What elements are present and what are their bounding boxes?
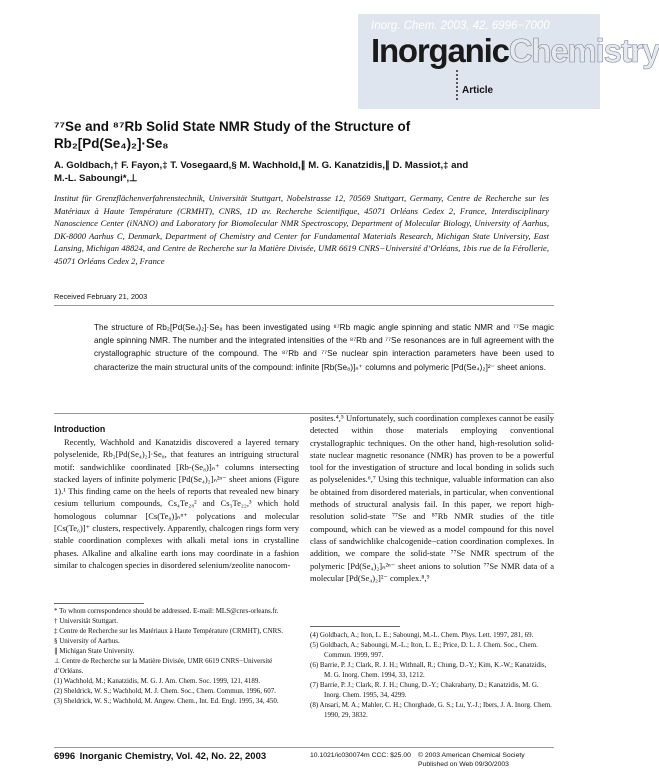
footnote-rule (54, 603, 144, 604)
reference-item: (7) Barrie, P. J.; Clark, R. J. H.; Chung, D.-Y.; Chakrabarty, D.; Kanatzidis, M. G. Inorg. Chem. 1995, 34, 4299. (310, 681, 539, 699)
article-type-label: Article (462, 85, 494, 96)
author-list (54, 159, 534, 185)
doi-info: 10.1021/ic030074m CCC: $25.00 (310, 752, 411, 759)
journal-volume-info: Inorganic Chemistry, Vol. 42, No. 22, 2003 (79, 751, 267, 762)
footnote-correspondence: * To whom correspondence should be addressed. E-mail: MLS@cnrs-orleans.fr. (54, 607, 279, 615)
abstract: The structure of Rb₂[Pd(Se₄)₂]·Se₈ has been investigated using ⁸⁷Rb magic angle spinning and static NMR and ⁷⁷Se magic angle spinning NMR. The number and the integrated intensities of the ⁸⁷Rb and ⁷⁷Se resonances are in full agreement with the crystallographic structure of the compound. The ⁸⁷Rb and ⁷⁷Se nuclear spin interaction parameters have been used to characterize the main structural units of the compound: infinite [Rb(Se₈)]ₙ⁺ columns and polymeric [Pd(Se₄)₂]²⁻ sheet anions. (94, 323, 554, 372)
page-number: 6996 (54, 751, 76, 762)
footnote-affil: ‡ Centre de Recherche sur les Matériaux à Haute Température (CRMHT), CNRS. (54, 627, 283, 635)
dotted-divider (456, 70, 460, 100)
article-title (54, 118, 474, 152)
footnote-affil: ⊥ Centre de Recherche sur la Matière Divisée, UMR 6619 CNRS−Université d’Orléans. (54, 657, 273, 675)
section-heading: Introduction (54, 424, 106, 434)
reference-item: (8) Ansari, M. A.; Mahler, C. H.; Chorghade, G. S.; Lu, Y.-J.; Ibers, J. A. Inorg. Chem. 1990, 29, 3832. (310, 701, 552, 719)
footnote-affil: ∥ Michigan State University. (54, 647, 135, 655)
received-date: Received February 21, 2003 (54, 292, 148, 301)
body-column-left: Recently, Wachhold and Kanatzidis discovered a layered ternary polyselenide, Rb₂[Pd(Se₄)₂]·Se₈, that features an intriguing structural motif: sandwichlike coordinated [Rb-(Se₈)]ₙ⁺ columns intersecting stacked layers of infinite polymeric [Pd(Se₄)₂]ₙ²ⁿ⁻ sheet anions (Figure 1).¹ This finding came on the heels of reports that revealed new binary cesium tellurium compounds, Cs₄Te₂₈² and Cs₃Te₂₂,³ which hold homologous columnar [Cs(Te₈)]ₙⁿ⁺ polycations and molecular [Cs(Te₆)]⁺ clusters, respectively. Apparently, chalcogen rings form very stable coordination complexes with alkali metal ions in crystalline phases. Alkaline and alkaline earth ions may coordinate in a fashion similar to chalcogen species in disordered selenium/zeolite nanocom- (54, 437, 299, 570)
title-line-2: Rb₂[Pd(Se₄)₂]·Se₈ (54, 136, 169, 151)
authors-line-2: M.-L. Saboungi*,⊥ (54, 173, 138, 184)
footer-rule (54, 747, 554, 748)
affiliations: Institut für Grenzflächenverfahrenstechnik, Universität Stuttgart, Nobelstrasse 12, 70569 Stuttgart, Germany, Centre de Recherche sur les Matériaux à Haute Température (CRMHT), CNRS, 1D av. Recherche Scientifique, 45071 Orléans Cedex 2, France, Interdisciplinary Nanoscience Center (iNANO) and Laboratory for Biomolecular NMR Spectroscopy, Department of Molecular Biology, University of Aarhus, DK-8000 Aarhus C, Denmark, Department of Chemistry and Center for Fundamental Materials Research, Michigan State University, East Lansing, Michigan 48824, and Centre de Recherche sur la Matière Divisée, UMR 6619 CNRS−Université d’Orléans, 1bis rue de la Férollerie, 45071 Orléans Cedex 2, France (54, 193, 549, 266)
journal-citation: Inorg. Chem. 2003, 42, 6996−7000 (371, 20, 550, 32)
footnotes-right (310, 630, 554, 720)
footnotes-left (54, 606, 299, 706)
footnote-rule (310, 626, 400, 627)
journal-name-part2: Chemistry (508, 32, 659, 69)
reference-item: (1) Wachhold, M.; Kanatzidis, M. G. J. Am. Chem. Soc. 1999, 121, 4189. (54, 677, 261, 685)
title-line-1: ⁷⁷Se and ⁸⁷Rb Solid State NMR Study of the Structure of (54, 119, 411, 134)
reference-item: (2) Sheldrick, W. S.; Wachhold, M. J. Chem. Soc., Chem. Commun. 1996, 607. (54, 687, 276, 695)
footnote-affil: § University of Aarhus. (54, 637, 120, 645)
copyright-block (418, 751, 525, 769)
body-column-right: posites.⁴,⁵ Unfortunately, such coordination complexes cannot be easily detected within those materials employing conventional crystallographic techniques. On the other hand, high-resolution solid-state nuclear magnetic resonance (NMR) has proven to be a powerful tool for the investigation of structure and local bonding in solids such as polyselenides.⁶,⁷ Using this technique, valuable information can also be obtained from disordered materials, in particular, when conventional methods of structural analysis fail. In this paper, we report high-resolution solid-state ⁷⁷Se and ⁸⁷Rb NMR studies of the title compound, which can be viewed as a model compound for this novel class of sandwichlike chalcogenide−cation coordination complexes. In addition, we compare the solid-state ⁷⁷Se NMR spectrum of the polymeric [Pd(Se₄)₂]ₙ²ⁿ⁻ sheet anions to solution ⁷⁷Se NMR data of a molecular [Pd(Se₄)₂]²⁻ complex.⁸,⁹ (310, 413, 554, 583)
published-date: Published on Web 09/30/2003 (418, 761, 509, 768)
authors-line-1: A. Goldbach,† F. Fayon,‡ T. Vosegaard,§ M. Wachhold,∥ M. G. Kanatzidis,∥ D. Massiot,‡ and (54, 160, 469, 171)
footnote-affil: † Universität Stuttgart. (54, 617, 118, 625)
journal-name-part1: Inorganic (371, 32, 509, 69)
reference-item: (3) Sheldrick, W. S.; Wachhold, M. Angew. Chem., Int. Ed. Engl. 1995, 34, 450. (54, 697, 279, 705)
page-footer-left (54, 751, 266, 762)
journal-logo (371, 34, 659, 67)
reference-item: (6) Barrie, P. J.; Clark, R. J. H.; Withnall, R.; Chung, D.-Y.; Kim, K.-W.; Kanatzidis, M. G. Inorg. Chem. 1994, 33, 1212. (310, 661, 547, 679)
divider-rule (54, 305, 554, 306)
reference-item: (5) Goldbach, A.; Saboungi, M.-L.; Iton, L. E.; Price, D. L. J. Chem. Soc., Chem. Commun. 1999, 997. (310, 641, 538, 659)
copyright: © 2003 American Chemical Society (418, 752, 525, 759)
reference-item: (4) Goldbach, A.; Iton, L. E.; Saboungi, M.-L. Chem. Phys. Lett. 1997, 281, 69. (310, 631, 534, 639)
